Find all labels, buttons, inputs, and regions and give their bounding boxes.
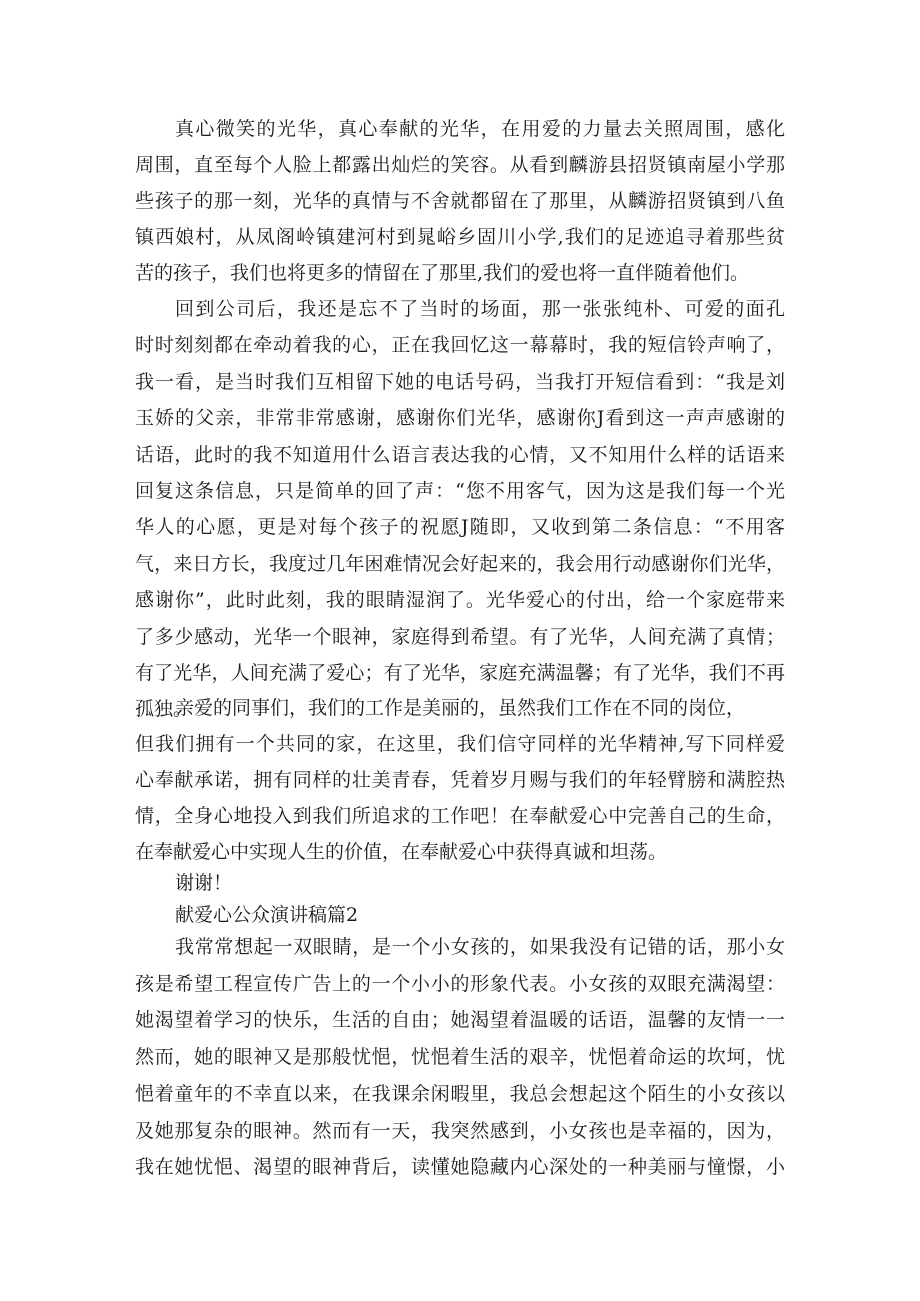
text-line: 亲爱的同事们，我们的工作是美丽的，虽然我们工作在不同的岗位，	[175, 697, 746, 719]
text-line: 话语，此时的我不知道用什么语言表达我的心情，又不知用什么样的话语来	[135, 443, 785, 466]
text-line: 但我们拥有一个共同的家，在这里，我们信守同样的光华精神,写下同样爱	[135, 733, 785, 755]
text-line: 回复这条信息，只是简单的回了声：“您不用客气，因为这是我们每一个光	[135, 480, 785, 502]
text-line: 我常常想起一双眼睛，是一个小女孩的，如果我没有记错的话，那小女	[175, 936, 785, 958]
text-line: 苦的孩子，我们也将更多的情留在了那里,我们的爱也将一直伴随着他们。	[135, 262, 750, 284]
text-line: 悒着童年的不幸直以来，在我课余闲暇里，我总会想起这个陌生的小女孩以	[135, 1082, 785, 1105]
text-line: 感谢你”，此时此刻，我的眼睛湿润了。光华爱心的付出，给一个家庭带来	[135, 589, 785, 612]
text-line: 有了光华，人间充满了爱心；有了光华，家庭充满温馨；有了光华，我们不再	[135, 662, 785, 684]
text-line: 真心微笑的光华，真心奉献的光华，在用爱的力量去关照周围，感化	[175, 118, 785, 140]
text-line: 我一看，是当时我们互相留下她的电话号码，当我打开短信看到：“我是刘	[135, 370, 785, 393]
text-line: 献爱心公众演讲稿篇2	[175, 904, 359, 926]
text-line: 及她那复杂的眼神。然而有一天，我突然感到，小女孩也是幸福的，因为，	[135, 1119, 785, 1142]
text-line: 玉娇的父亲，非常非常感谢，感谢你们光华，感谢你J看到这一声声感谢的	[135, 407, 785, 430]
text-line: 她渴望着学习的快乐，生活的自由；她渴望着温暖的话语，温馨的友情一一	[135, 1009, 785, 1032]
text-line: 我在她忧悒、渴望的眼神背后，读懂她隐藏内心深处的一种美丽与憧憬，小	[135, 1156, 785, 1179]
text-line: 气，来日方长，我度过几年困难情况会好起来的，我会用行动感谢你们光华，	[135, 552, 785, 575]
text-line: 些孩子的那一刻，光华的真情与不舍就都留在了那里，从麟游招贤镇到八鱼	[135, 190, 785, 212]
text-line: 时时刻刻都在牵动着我的心，正在我回忆这一幕幕时，我的短信铃声响了，	[135, 334, 785, 357]
text-line: 在奉献爱心中实现人生的价值，在奉献爱心中获得真诚和坦荡。	[135, 841, 668, 863]
text-line: 谢谢！	[175, 872, 233, 894]
text-line: 孤独。	[135, 698, 193, 721]
text-line: 孩是希望工程宣传广告上的一个小小的形象代表。小女孩的双眼充满渴望：	[135, 972, 785, 995]
text-line: 情，全身心地投入到我们所追求的工作吧！在奉献爱心中完善自己的生命，	[135, 805, 785, 827]
text-line: 回到公司后，我还是忘不了当时的场面，那一张张纯朴、可爱的面孔	[175, 298, 785, 320]
text-line: 了多少感动，光华一个眼神，家庭得到希望。有了光华，人间充满了真情；	[135, 625, 785, 648]
text-line: 心奉献承诺，拥有同样的壮美青春，凭着岁月赐与我们的年轻臂膀和满腔热	[135, 769, 785, 791]
text-line: 然而，她的眼神又是那般忧悒，忧悒着生活的艰辛，忧悒着命运的坎坷，忧	[135, 1046, 785, 1069]
text-line: 镇西娘村，从凤阁岭镇建河村到晁峪乡固川小学,我们的足迹追寻着那些贫	[135, 226, 785, 248]
text-line: 华人的心愿，更是对每个孩子的祝愿J随即，又收到第二条信息：“不用客	[135, 516, 785, 539]
text-line: 周围，直至每个人脸上都露出灿烂的笑容。从看到麟游县招贤镇南屋小学那	[135, 154, 785, 176]
